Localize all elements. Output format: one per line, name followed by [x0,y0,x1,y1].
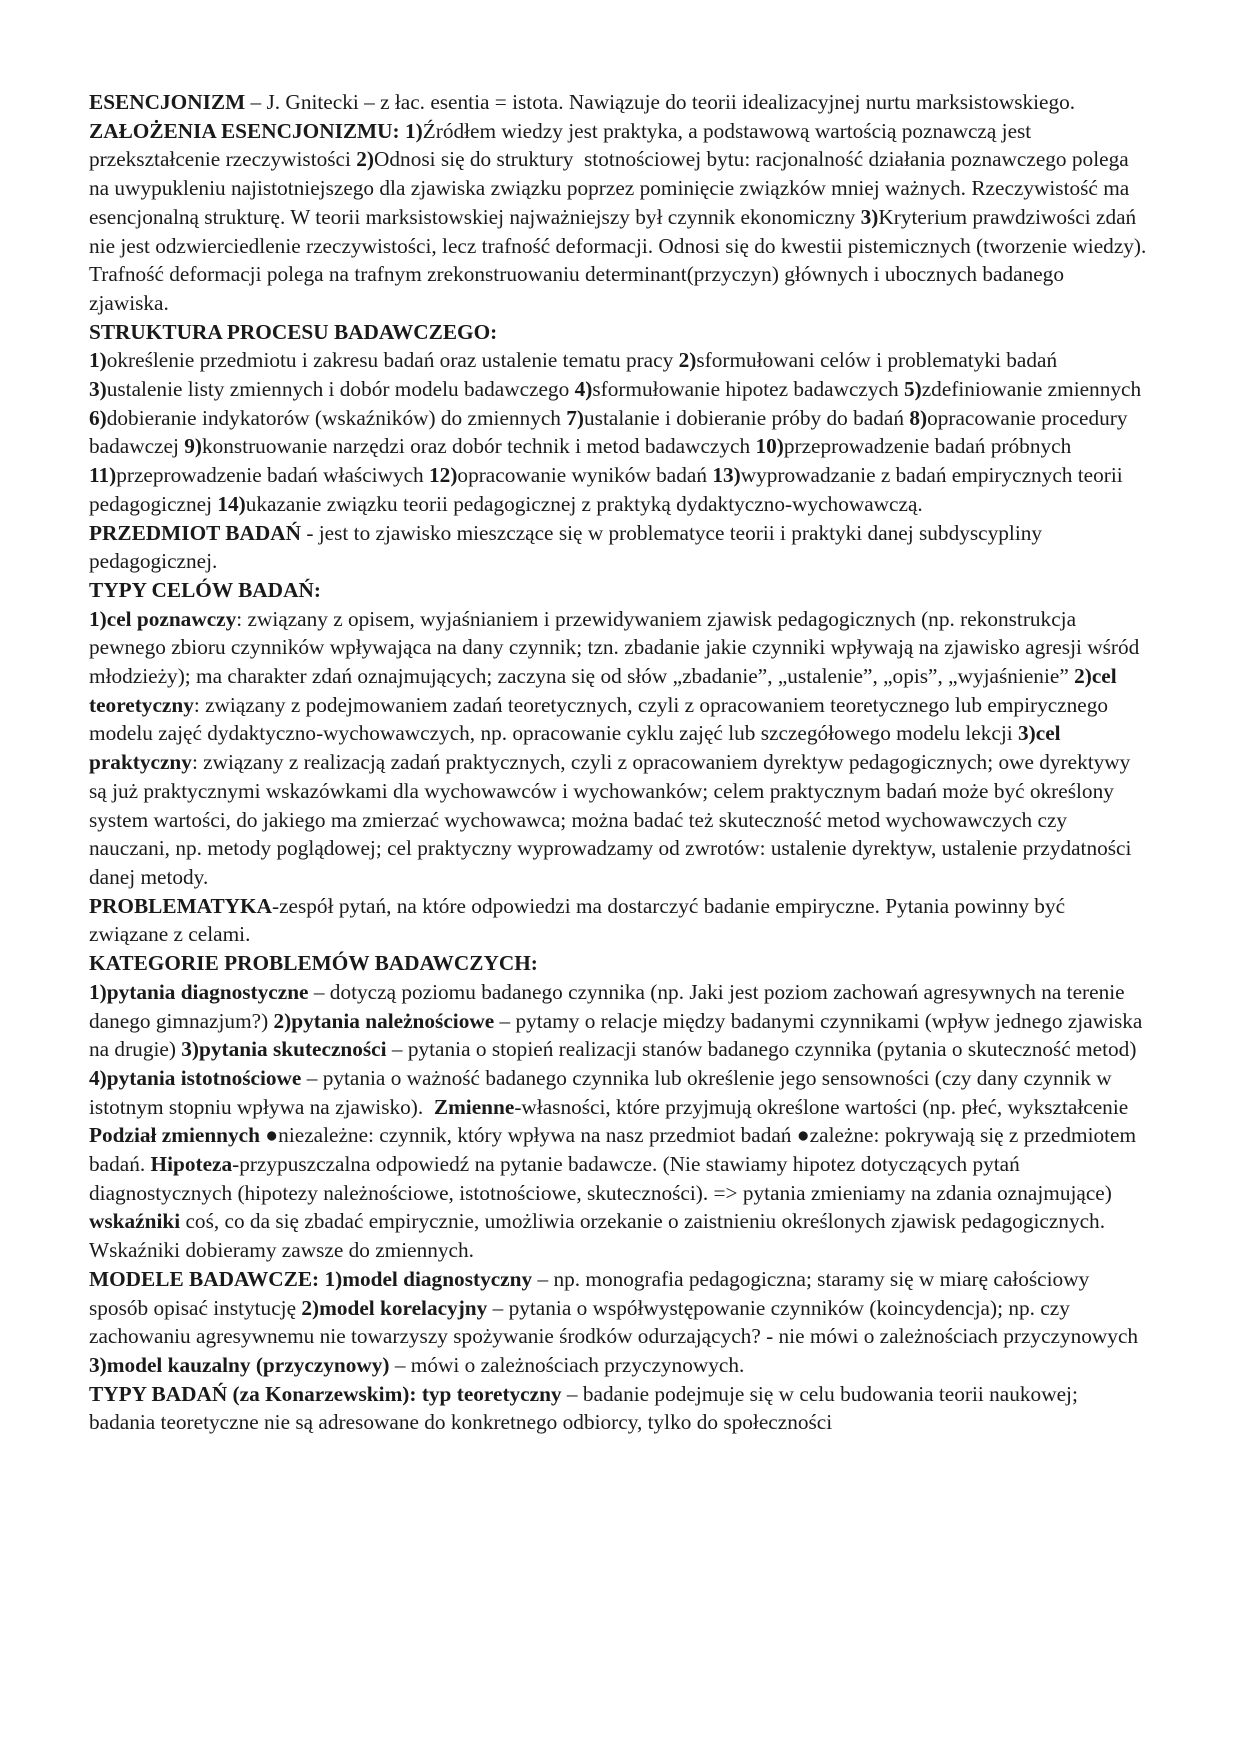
text-cel-praktyczny: : związany z realizacją zadań praktycznych, czyli z opracowaniem dyrektyw pedagogicznych; owe dyrektywy są już praktycznymi wskazówkami dla wychowawców i wychowanków; celem praktycznym badań może być określony system wartości, do jakiego ma zmierzać wychowawca; można badać też skuteczność metod wychowawczych czy nauczani, np. metody poglądowej; cel praktyczny wyprowadzamy od zwrotów: ustalenie dyrektyw, ustalenie przydatności danej metody. [89,750,1132,889]
text-typy-badan: – badanie podejmuje się w celu budowania teorii naukowej; badania teoretyczne nie są adresowane do konkretnego odbiorcy, tylko do społeczności [89,1381,1078,1435]
term-model-diagnostyczny: 1)model diagnostyczny [319,1266,533,1291]
heading-zalozenia: ZAŁOŻENIA ESENCJONIZMU: [89,118,400,143]
paragraph-zalozenia [89,117,1149,318]
text-cel-teoretyczny: : związany z podejmowaniem zadań teoretycznych, czyli z opracowaniem teoretycznego lub empirycznego modelu zajęć dydaktyczno-wychowawczych, np. opracowanie cyklu zajęć lub szczegółowego modelu lekcji [89,692,1109,746]
item-number: 8) [909,405,928,430]
list-item [904,377,1141,401]
heading-typy-celow-line [89,576,1149,605]
number-2: 2) [273,1008,292,1033]
item-text: ukazanie związku teorii pedagogicznej z praktyką dydaktyczno-wychowawczą. [245,491,923,516]
paragraph-struktura [89,346,1149,518]
text-pytania-skutecznosci: – pytania o stopień realizacji stanów badanego czynnika (pytania o skuteczność metod) [386,1037,1137,1062]
item-number: 5) [903,377,922,402]
number-3: 3) [181,1037,199,1062]
item-number: 9) [184,434,202,459]
item-number: 4) [574,377,593,402]
item-number: 11) [89,463,117,488]
term-zmienne: Zmienne [433,1094,515,1119]
item-text: konstruowanie narzędzi oraz dobór technik i metod badawczych [201,434,756,459]
item-text: ustalenie listy zmiennych i dobór modelu badawczego [106,377,575,402]
text-pytania-diagnostyczne: – dotyczą poziomu badanego czynnika (np. Jaki jest poziom zachowań agresywnych na terenie danego gimnazjum?) [89,979,1125,1033]
paragraph-kategorie [89,978,1149,1265]
paragraph-problematyka [89,892,1149,949]
text-zalezne: zależne: pokrywają się z przedmiotem badań. [89,1123,1137,1177]
item-text: sformułowani celów i problematyki badań [696,348,1058,373]
heading-struktura-line [89,318,1149,347]
term-cel-poznawczy: 1)cel poznawczy [89,606,237,631]
text-przedmiot: - jest to zjawisko mieszczące się w problematyce teorii i praktyki danej subdyscypliny pedagogicznej. [89,520,1043,574]
list-item [89,463,429,487]
item-number: 14) [217,491,246,516]
paragraph-przedmiot [89,519,1149,576]
item-number: 10) [755,434,784,459]
item-text: zdefiniowanie zmiennych [921,377,1142,402]
list-item [217,492,922,516]
paragraph-modele [89,1265,1149,1380]
bullet-icon: ● [259,1123,279,1148]
item-number: 3) [89,377,107,402]
item-text: opracowanie procedury badawczej [89,405,1128,459]
list-item [89,348,679,372]
heading-modele: MODELE BADAWCZE: [89,1266,320,1291]
term-hipoteza: Hipoteza [150,1152,233,1177]
term-pytania-skutecznosci: pytania skuteczności [199,1037,387,1062]
heading-kategorie-line [89,949,1149,978]
heading-przedmiot: PRZEDMIOT BADAŃ [89,520,302,545]
term-podzial-zmiennych: Podział zmiennych [89,1123,260,1148]
term-pytania-istotnosciowe: pytania istotnościowe [106,1065,302,1090]
number-3: 3) [860,204,879,229]
term-cel-teoretyczny: 2)cel teoretyczny [89,664,1117,717]
item-text: opracowanie wyników badań [457,463,713,488]
list-item [184,434,755,458]
item-number: 1) [89,348,107,373]
item-text: dobieranie indykatorów (wskaźników) do zmiennych [106,405,567,430]
item-text: wyprowadzanie z badań empirycznych teorii pedagogicznej [89,463,1123,516]
item-text: przeprowadzenie badań właściwych [116,463,430,488]
heading-kategorie: KATEGORIE PROBLEMÓW BADAWCZYCH: [89,951,538,976]
text-zmienne: -własności, które przyjmują określone wartości (np. płeć, wykształcenie [514,1094,1129,1119]
list-item [679,348,1058,372]
heading-esencjonizm: ESENCJONIZM [89,90,246,114]
text-zalozenia-3: Kryterium prawdziwości zdań nie jest odzwierciedlenie rzeczywistości, lecz trafność deformacji. Odnosi się do kwestii pistemicznych (tworzenie wiedzy). Trafność deformacji polega na trafnym zrekonstruowaniu determinant(przyczyn) głównych i ubocznych badanego zjawiska. [89,204,1147,315]
item-number: 2) [678,348,697,373]
list-item [89,377,575,401]
item-number: 6) [89,405,107,430]
term-pytania-diagnostyczne: pytania diagnostyczne [106,979,309,1004]
number-4: 4) [89,1065,107,1090]
item-text: sformułowanie hipotez badawczych [592,377,904,402]
number-1: 1) [399,118,423,143]
heading-problematyka: PROBLEMATYKA [89,893,272,918]
item-number: 7) [566,405,585,430]
text-pytania-naleznosciowe: – pytamy o relacje między badanymi czynnikami (wpływ jednego zjawiska na drugie) [89,1008,1143,1062]
text-model-diagnostyczny: – np. monografia pedagogiczna; staramy się w miarę całościowy sposób opisać instytucję [89,1266,1090,1320]
document-page [89,88,1149,1437]
text-model-kauzalny: – mówi o zależnościach przyczynowych. [389,1352,745,1377]
text-wskazniki: coś, co da się zbadać empirycznie, umożliwia orzekanie o zaistnieniu określonych zjawisk pedagogicznych. Wskaźniki dobieramy zawsze do zmiennych. [89,1209,1106,1263]
term-wskazniki: wskaźniki [89,1209,181,1234]
list-item [755,434,1071,458]
text-zalozenia-2: Odnosi się do struktury stotnościowej bytu: racjonalność działania poznawczego polega na uwypukleniu najistotniejszego dla zjawiska związku poprzez pominięcie związków mniej ważnych. Rzeczywistość ma esencjonalną strukturę. W teorii marksistowskiej najważniejszy był czynnik ekonomiczny [89,147,1135,229]
paragraph-typy-celow [89,605,1149,892]
heading-struktura: STRUKTURA PROCESU BADAWCZEGO: [89,319,498,344]
paragraph-typy-badan [89,1380,1149,1437]
item-number: 13) [712,463,741,488]
list-item [566,406,909,430]
text-zalozenia-1: Źródłem wiedzy jest praktyka, a podstawową wartością poznawczą jest przekształcenie rzeczywistości [89,118,1037,172]
text-hipoteza: -przypuszczalna odpowiedź na pytanie badawcze. (Nie stawiamy hipotez dotyczących pytań diagnostycznych (hipotezy należnościowe, istotnościowe, skuteczności). => pytania zmieniamy na zdania oznajmujące) [89,1152,1123,1205]
item-text: ustalanie i dobieranie próby do badań [584,405,910,430]
term-pytania-naleznosciowe: pytania należnościowe [291,1008,495,1033]
term-model-korelacyjny: 2)model korelacyjny [301,1295,488,1320]
number-2: 2) [356,147,375,172]
heading-typy-badan: TYPY BADAŃ (za Konarzewskim): typ teoretyczny [89,1381,562,1406]
text-esencjonizm: – J. Gnitecki – z łac. esentia = istota. Nawiązuje do teorii idealizacyjnej nurtu marksistowskiego. [245,90,1076,114]
text-model-korelacyjny: – pytania o współwystępowanie czynników (koincydencja); np. czy zachowaniu agresywnemu nie towarzyszy spożywanie środków odurzających? - nie mówi o zależnościach przyczynowych [89,1295,1139,1349]
text-problematyka: -zespół pytań, na które odpowiedzi ma dostarczyć badanie empiryczne. Pytania powinny być związane z celami. [89,893,1066,947]
list-item [429,463,712,487]
list-item [575,377,904,401]
list-item [89,406,566,430]
item-text: określenie przedmiotu i zakresu badań oraz ustalenie tematu pracy [106,348,679,373]
item-number: 12) [429,463,458,488]
text-niezalezne: niezależne: czynnik, który wpływa na nasz przedmiot badań [278,1123,797,1148]
paragraph-esencjonizm [89,88,1149,117]
term-model-kauzalny: 3)model kauzalny (przyczynowy) [89,1352,390,1377]
item-text: przeprowadzenie badań próbnych [783,434,1072,459]
text-cel-poznawczy: : związany z opisem, wyjaśnianiem i przewidywaniem zjawisk pedagogicznych (np. rekonstrukcja pewnego zbioru czynników wpływająca na dany czynnik; tzn. zbadanie jakie czynniki wpływają na zjawisko agresji wśród młodzieży); ma charakter zdań oznajmujących; zaczyna się od słów „zbadanie”, „ustalenie”, „opis”, „wyjaśnienie” [89,606,1140,689]
number-1: 1) [89,979,107,1004]
bullet-icon: ● [796,1123,810,1148]
heading-typy-celow: TYPY CELÓW BADAŃ: [89,577,321,602]
text-pytania-istotnosciowe: – pytania o ważność badanego czynnika lub określenie jego sensowności (czy dany czynnik w istotnym stopniu wpływa na zjawisko). [89,1065,1117,1119]
term-cel-praktyczny: 3)cel praktyczny [89,721,1061,775]
